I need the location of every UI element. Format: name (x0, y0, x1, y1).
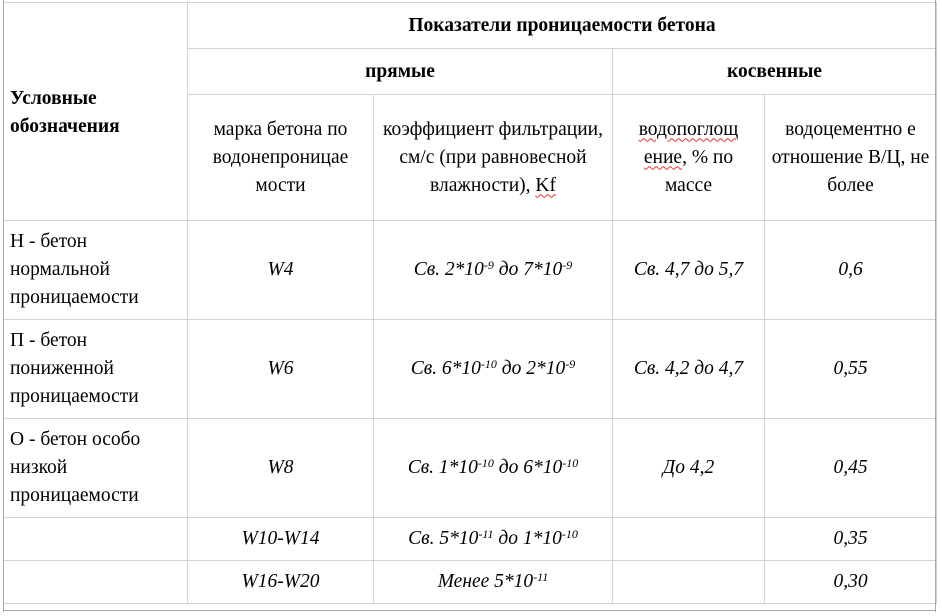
row-name: П - бетон пониженной проницаемости (10, 330, 139, 407)
absorb-cell (613, 561, 765, 604)
absorb-cell (613, 320, 765, 419)
table-row (4, 419, 937, 518)
wc-cell (765, 561, 937, 604)
wc-cell (765, 419, 937, 518)
coef-header: коэффициент фильтрации, см/с (при равновесной влажности), (383, 118, 603, 196)
coef-cell (374, 561, 613, 604)
coef-exp1: -9 (483, 258, 494, 272)
absorb-header-cell (613, 95, 765, 221)
coef-exp2: -9 (562, 258, 573, 272)
coef-pre: Менее 5*10 (437, 571, 534, 592)
wc-value: 0,35 (833, 528, 868, 549)
coef-cell (374, 518, 613, 561)
absorb-header-part2: ение (643, 146, 683, 168)
grade-value: W8 (267, 457, 294, 478)
coef-exp1: -11 (478, 527, 494, 541)
coef-mid: до 7*10 (493, 259, 563, 280)
row-name-cell (4, 518, 188, 561)
grade-header: марка бетона по водонепроницае мости (212, 118, 349, 196)
grade-value: W16-W20 (241, 571, 320, 592)
table-row (4, 221, 937, 320)
header-row-group (4, 3, 937, 49)
row-name-cell (4, 419, 188, 518)
indirect-header: косвенные (727, 60, 822, 82)
row-name-cell (4, 561, 188, 604)
absorb-value: До 4,2 (662, 457, 715, 478)
legend-header-cell (4, 3, 188, 221)
coef-cell (374, 419, 613, 518)
row-name: О - бетон особо низкой проницаемости (10, 429, 141, 506)
coef-exp2: -10 (562, 456, 579, 470)
row-name-cell (4, 320, 188, 419)
coef-exp2: -9 (565, 357, 576, 371)
coef-exp1: -10 (477, 456, 494, 470)
frame-right-border (935, 0, 936, 612)
absorb-header-part1: водопоглощ (638, 118, 739, 140)
coef-pre: Св. 6*10 (410, 358, 481, 379)
coef-cell (374, 320, 613, 419)
absorb-cell (613, 518, 765, 561)
row-name: Н - бетон нормальной проницаемости (10, 231, 139, 308)
coef-symbol: Kf (535, 174, 556, 196)
wc-value: 0,45 (833, 457, 868, 478)
frame-left-border (3, 0, 4, 612)
grade-cell (188, 419, 374, 518)
table-row (4, 561, 937, 604)
coef-exp2: -10 (561, 527, 578, 541)
coef-exp1: -10 (480, 357, 497, 371)
grade-cell (188, 518, 374, 561)
group-title: Показатели проницаемости бетона (408, 14, 716, 36)
grade-header-cell (188, 95, 374, 221)
grade-value: W4 (267, 259, 294, 280)
absorb-cell (613, 221, 765, 320)
coef-exp1: -11 (533, 570, 549, 584)
table-row (4, 518, 937, 561)
grade-cell (188, 320, 374, 419)
table-row (4, 320, 937, 419)
wc-header: водоцементно е отношение В/Ц, не более (771, 118, 930, 196)
wc-value: 0,6 (838, 259, 863, 280)
wc-cell (765, 221, 937, 320)
coef-cell (374, 221, 613, 320)
direct-header: прямые (365, 60, 435, 82)
wc-value: 0,55 (833, 358, 868, 379)
grade-value: W10-W14 (241, 528, 320, 549)
absorb-value: Св. 4,7 до 5,7 (633, 259, 744, 280)
legend-header-label: Условные обозначения (10, 87, 120, 137)
absorb-value: Св. 4,2 до 4,7 (633, 358, 744, 379)
group-title-cell (188, 3, 937, 49)
wc-value: 0,30 (833, 571, 868, 592)
frame-bottom-border (3, 610, 936, 611)
coef-pre: Св. 5*10 (408, 528, 479, 549)
permeability-table (3, 2, 937, 604)
indirect-header-cell (613, 49, 937, 95)
coef-header-cell (374, 95, 613, 221)
grade-cell (188, 561, 374, 604)
grade-cell (188, 221, 374, 320)
absorb-cell (613, 419, 765, 518)
wc-header-cell (765, 95, 937, 221)
coef-mid: до 1*10 (493, 528, 562, 549)
coef-mid: до 6*10 (493, 457, 563, 478)
direct-header-cell (188, 49, 613, 95)
wc-cell (765, 518, 937, 561)
grade-value: W6 (267, 358, 294, 379)
coef-pre: Св. 1*10 (407, 457, 478, 478)
coef-mid: до 2*10 (496, 358, 566, 379)
row-name-cell (4, 221, 188, 320)
wc-cell (765, 320, 937, 419)
absorb-header-part3: , % по массе (664, 146, 734, 196)
coef-pre: Св. 2*10 (413, 259, 484, 280)
